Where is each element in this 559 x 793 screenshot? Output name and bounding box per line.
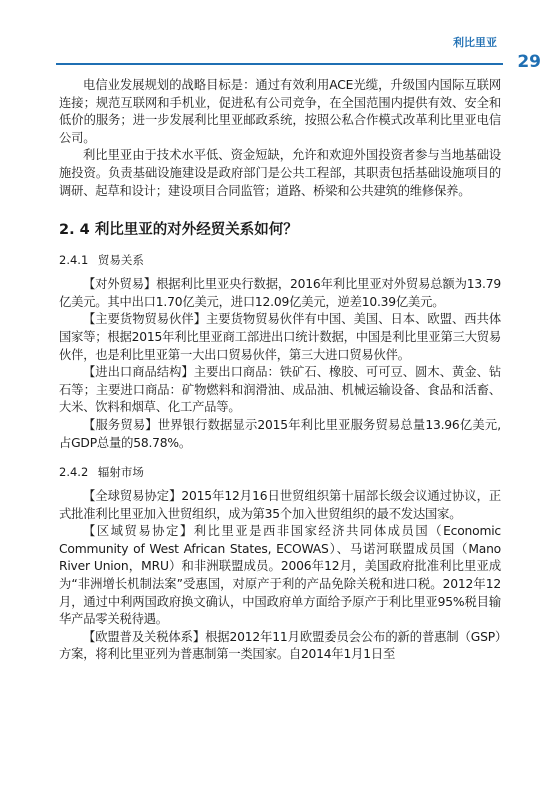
- subsection-heading-market: [59, 464, 501, 480]
- subsection-number: 2.4.2: [59, 465, 89, 480]
- running-header-label: 利比里亚: [453, 36, 497, 49]
- paragraph-telecom: 电信业发展规划的战略目标是：通过有效利用ACE光缆，升级国内国际互联网连接；规范互联网和手机业，促进私有公司竞争，在全国范围内提供有效、安全和低价的服务；进一步发展利比里亚邮政系统，按照公私合作模式改革利比里亚电信公司。: [59, 78, 501, 145]
- paragraph-infrastructure: 利比里亚由于技术水平低、资金短缺，允许和欢迎外国投资者参与当地基础设施投资。负责基础设施建设是政府部门是公共工程部，其职责包括基础设施项目的调研、起草和设计；建设项目合同监管；道路、桥梁和公共建筑的维修保养。: [59, 148, 501, 198]
- paragraph-regional-agreement: 【区域贸易协定】利比里亚是西非国家经济共同体成员国（Economic Community of West African States, ECOWAS）、马诺河联盟成员国（Mano River Union，MRU）和非洲联盟成员。2006年12月，美国政府批准利比里亚成为“非洲增长机制法案”受惠国，对原产于利的产品免除关税和进口税。2012年12月，通过中利两国政府换文确认，中国政府单方面给予原产于利比里亚95%税目输华产品零关税待遇。: [59, 524, 501, 627]
- subsection-number: 2.4.1: [59, 253, 89, 268]
- paragraph-service-trade: 【服务贸易】世界银行数据显示2015年利比里亚服务贸易总量13.96亿美元,占GDP总量的58.78%。: [59, 417, 501, 450]
- section-title: 利比里亚的对外经贸关系如何？: [94, 222, 298, 239]
- subsection-heading-trade: [59, 252, 501, 268]
- section-heading: [59, 220, 501, 240]
- subsection-title: 辐射市场: [97, 465, 144, 480]
- page-body: [59, 77, 501, 664]
- page-number: 29: [517, 52, 541, 72]
- paragraph-foreign-trade: 【对外贸易】根据利比里亚央行数据，2016年利比里亚对外贸易总额为13.79亿美元。其中出口1.70亿美元，进口12.09亿美元，逆差10.39亿美元。: [59, 277, 501, 309]
- header-rule: [56, 63, 503, 65]
- paragraph-eu-gsp: 【欧盟普及关税体系】根据2012年11月欧盟委员会公布的新的普惠制（GSP）方案，将利比里亚列为普惠制第一类国家。自2014年1月1日至: [59, 629, 501, 662]
- subsection-title: 贸易关系: [97, 253, 144, 268]
- section-number: 2. 4: [59, 222, 90, 239]
- paragraph-global-agreement: 【全球贸易协定】2015年12月16日世贸组织第十届部长级会议通过协议，正式批准利比里亚加入世贸组织，成为第35个加入世贸组织的最不发达国家。: [59, 489, 501, 521]
- paragraph-commodity-structure: 【进出口商品结构】主要出口商品：铁矿石、橡胶、可可豆、圆木、黄金、钻石等；主要进口商品：矿物燃料和润滑油、成品油、机械运输设备、食品和活畜、大米、饮料和烟草、化工产品等。: [59, 365, 501, 415]
- paragraph-trade-partners: 【主要货物贸易伙伴】主要货物贸易伙伴有中国、美国、日本、欧盟、西共体国家等；根据2015年利比里亚商工部进出口统计数据，中国是利比里亚第三大贸易伙伴，也是利比里亚第一大出口贸易伙伴，第三大进口贸易伙伴。: [59, 312, 501, 362]
